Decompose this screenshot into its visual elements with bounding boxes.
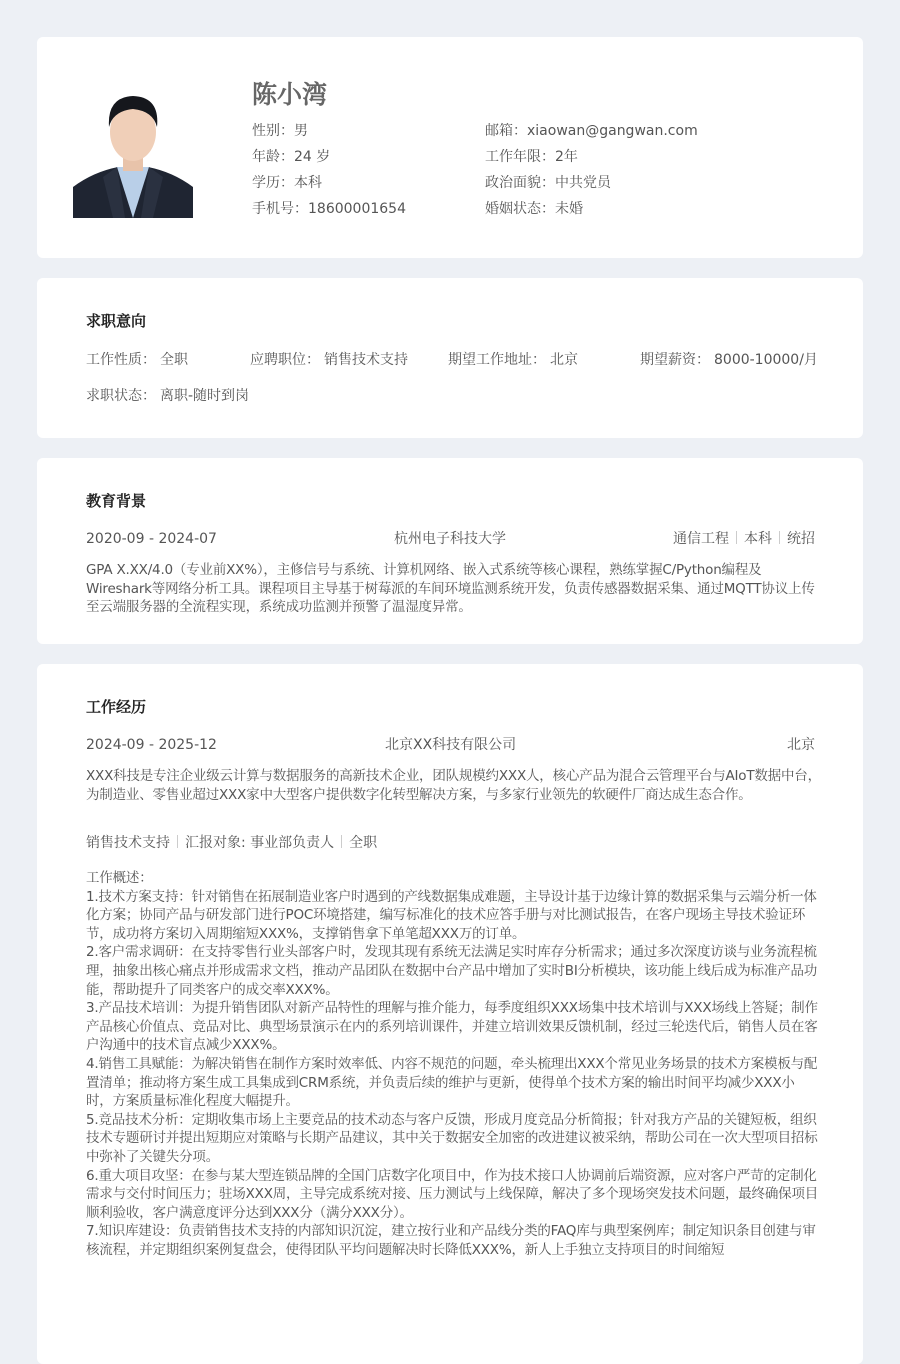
profile-field xyxy=(485,121,698,141)
section-title: 工作经历 xyxy=(86,698,147,716)
edu-school: 杭州电子科技大学 xyxy=(394,531,506,547)
edu-tags xyxy=(673,529,815,549)
work-point: 6.重大项目攻坚：在参与某大型连锁品牌的全国门店数字化项目中，作为技术接口人协调前后端资源，应对客户严苛的定制化需求与交付时间压力；驻场XXX周，主导完成系统对接、压力测试与上线保障，解决了多个现场突发技术问题，最终确保项目顺利验收，客户满意度评分达到XXX分（满分XXX分）。 xyxy=(86,1167,819,1221)
intent-field xyxy=(86,386,249,406)
field-label: 政治面貌： xyxy=(485,175,555,191)
profile-card xyxy=(37,37,863,258)
divider xyxy=(177,835,178,848)
profile-field xyxy=(252,199,406,219)
field-label: 邮箱： xyxy=(485,123,527,139)
intent-field xyxy=(448,350,578,370)
intent-field xyxy=(86,350,188,370)
profile-field xyxy=(252,147,330,167)
work-point: 1.技术方案支持：针对销售在拓展制造业客户时遇到的产线数据集成难题，主导设计基于边缘计算的数据采集与云端分析一体化方案；协同产品与研发部门进行POC环境搭建，编写标准化的技术应答手册与对比测试报告，在客户现场主导技术验证环节，成功将方案切入周期缩短XXX%，支撑销售拿下单笔超XXX万的订单。 xyxy=(86,888,817,942)
profile-field xyxy=(485,173,611,193)
work-tags xyxy=(86,833,377,853)
job-intent-card xyxy=(37,278,863,438)
field-label: 性别： xyxy=(252,123,294,139)
work-point: 7.知识库建设：负责销售技术支持的内部知识沉淀，建立按行业和产品线分类的FAQ库与典型案例库；制定知识条目创建与审核流程，并定期组织案例复盘会，使得团队平均问题解决时长降低XXX%，新人上手独立支持项目的时间缩短 xyxy=(86,1223,816,1258)
work-company: 北京XX科技有限公司 xyxy=(385,737,517,753)
field-label: 应聘职位： xyxy=(250,352,320,368)
field-label: 手机号： xyxy=(252,201,308,217)
field-value: 8000-10000/月 xyxy=(714,352,818,368)
work-city: 北京 xyxy=(787,737,815,753)
divider xyxy=(341,835,342,848)
divider xyxy=(736,531,737,544)
intent-field xyxy=(640,350,818,370)
field-label: 求职状态： xyxy=(86,388,156,404)
field-label: 学历： xyxy=(252,175,294,191)
work-point: 5.竞品技术分析：定期收集市场上主要竞品的技术动态与客户反馈，形成月度竞品分析简报；针对我方产品的关键短板，组织技术专题研讨并提出短期应对策略与长期产品建议，其中关于数据安全加密的改进建议被采纳，帮助公司在一次大型项目招标中弥补了关键失分项。 xyxy=(86,1111,818,1165)
summary-label: 工作概述： xyxy=(86,870,153,886)
work-role: 销售技术支持 xyxy=(86,835,170,851)
edu-description: GPA X.XX/4.0（专业前XX%），主修信号与系统、计算机网络、嵌入式系统等核心课程，熟练掌握C/Python编程及Wireshark等网络分析工具。课程项目主导基于树莓派的车间环境监测系统开发，负责传感器数据采集、通过MQTT协议上传至云端服务器的全流程实现，系统成功监测并预警了温湿度异常。 xyxy=(86,562,815,616)
profile-field xyxy=(252,121,308,141)
field-label: 工作年限： xyxy=(485,149,555,165)
field-value: 本科 xyxy=(294,175,322,191)
work-point: 3.产品技术培训：为提升销售团队对新产品特性的理解与推介能力，每季度组织XXX场集中技术培训与XXX场线上答疑；制作产品核心价值点、竞品对比、典型场景演示在内的系列培训课件，并建立培训效果反馈机制，经过三轮迭代后，销售人员在客户沟通中的技术盲点减少XXX%。 xyxy=(86,1000,818,1054)
profile-field xyxy=(485,199,583,219)
edu-type: 统招 xyxy=(787,531,815,547)
field-value: 销售技术支持 xyxy=(324,352,408,368)
field-label: 期望工作地址： xyxy=(448,352,546,368)
edu-degree: 本科 xyxy=(744,531,772,547)
profile-field xyxy=(252,173,322,193)
work-card xyxy=(37,664,863,1364)
field-value: 未婚 xyxy=(555,201,583,217)
company-intro: XXX科技是专注企业级云计算与数据服务的高新技术企业，团队规模约XXX人，核心产品为混合云管理平台与AIoT数据中台，为制造业、零售业超过XXX家中大型客户提供数字化转型解决方案，与多家行业领先的软硬件厂商达成生态合作。 xyxy=(86,768,821,803)
edu-major: 通信工程 xyxy=(673,531,729,547)
field-label: 年龄： xyxy=(252,149,294,165)
profile-field xyxy=(485,147,578,167)
avatar xyxy=(73,87,193,218)
work-point: 4.销售工具赋能：为解决销售在制作方案时效率低、内容不规范的问题，牵头梳理出XXX个常见业务场景的技术方案模板与配置清单；推动将方案生成工具集成到CRM系统，并负责后续的维护与更新，使得单个技术方案的输出时间平均减少XXX小时，方案质量标准化程度大幅提升。 xyxy=(86,1055,818,1110)
work-point: 2.客户需求调研：在支持零售行业头部客户时，发现其现有系统无法满足实时库存分析需求；通过多次深度访谈与业务流程梳理，抽象出核心痛点并形成需求文档，推动产品团队在数据中台产品中增加了实时BI分析模块，该功能上线后成为标准产品功能，帮助提升了同类客户的成交率XXX%。 xyxy=(86,944,818,998)
field-label: 工作性质： xyxy=(86,352,156,368)
field-value: 24 岁 xyxy=(294,149,331,165)
field-value: 18600001654 xyxy=(308,201,406,217)
field-value: 2年 xyxy=(555,149,578,165)
field-value: 中共党员 xyxy=(555,175,611,191)
edu-period: 2020-09 - 2024-07 xyxy=(86,531,217,547)
field-label: 婚姻状态： xyxy=(485,201,555,217)
work-type: 全职 xyxy=(349,835,378,851)
work-summary xyxy=(86,869,821,1259)
field-value: 离职-随时到岗 xyxy=(160,388,250,404)
work-period: 2024-09 - 2025-12 xyxy=(86,737,217,753)
candidate-name: 陈小湾 xyxy=(252,80,328,109)
section-title: 求职意向 xyxy=(86,312,147,330)
field-value: 北京 xyxy=(550,352,578,368)
field-value: 男 xyxy=(294,123,308,139)
field-label: 期望薪资： xyxy=(640,352,710,368)
field-value: 全职 xyxy=(160,352,188,368)
work-report-to: 汇报对象: 事业部负责人 xyxy=(185,835,335,851)
section-title: 教育背景 xyxy=(86,492,147,510)
intent-field xyxy=(250,350,408,370)
field-value: xiaowan@gangwan.com xyxy=(527,123,698,139)
divider xyxy=(779,531,780,544)
education-card xyxy=(37,458,863,644)
